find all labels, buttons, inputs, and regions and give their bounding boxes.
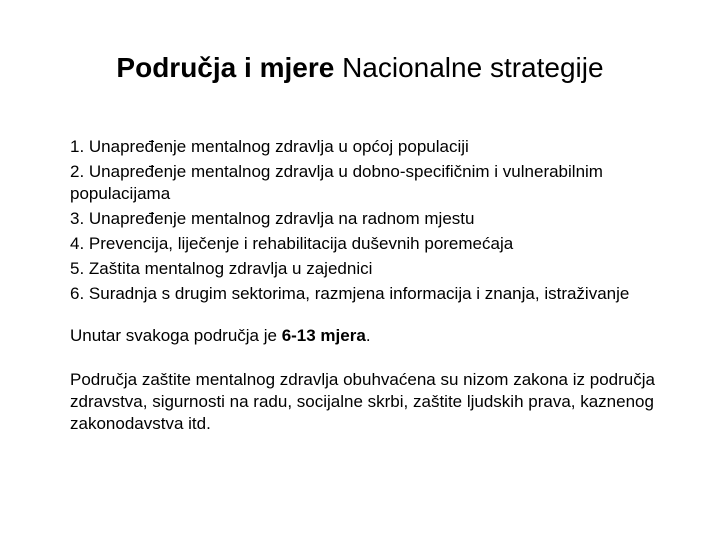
area-item-4: 4. Prevencija, liječenje i rehabilitacija duševnih poremećaja xyxy=(70,234,514,253)
slide-title xyxy=(0,50,720,86)
measures-count: 6-13 mjera xyxy=(281,326,366,345)
area-item-5: 5. Zaštita mentalnog zdravlja u zajednici xyxy=(70,259,373,278)
slide-title-bold: Područja i mjere xyxy=(116,52,335,83)
area-item-1: 1. Unapređenje mentalnog zdravlja u općoj populaciji xyxy=(70,137,469,156)
slide-title-rest: Nacionalne strategije xyxy=(334,52,604,83)
slide-body xyxy=(70,136,690,435)
areas-list xyxy=(70,136,690,305)
measures-note-pre: Unutar svakoga područja je xyxy=(70,326,282,345)
area-item-3: 3. Unapređenje mentalnog zdravlja na radnom mjestu xyxy=(70,209,475,228)
area-item-2: 2. Unapređenje mentalnog zdravlja u dobno-specifičnim i vulnerabilnim populacijama xyxy=(70,162,603,203)
laws-note: Područja zaštite mentalnog zdravlja obuhvaćena su nizom zakona iz područja zdravstva, sigurnosti na radu, socijalne skrbi, zaštite ljudskih prava, kaznenog zakonodavstva itd. xyxy=(70,370,655,433)
area-item-6: 6. Suradnja s drugim sektorima, razmjena informacija i znanja, istraživanje xyxy=(70,284,630,303)
measures-note xyxy=(70,325,690,347)
measures-note-post: . xyxy=(365,326,371,345)
